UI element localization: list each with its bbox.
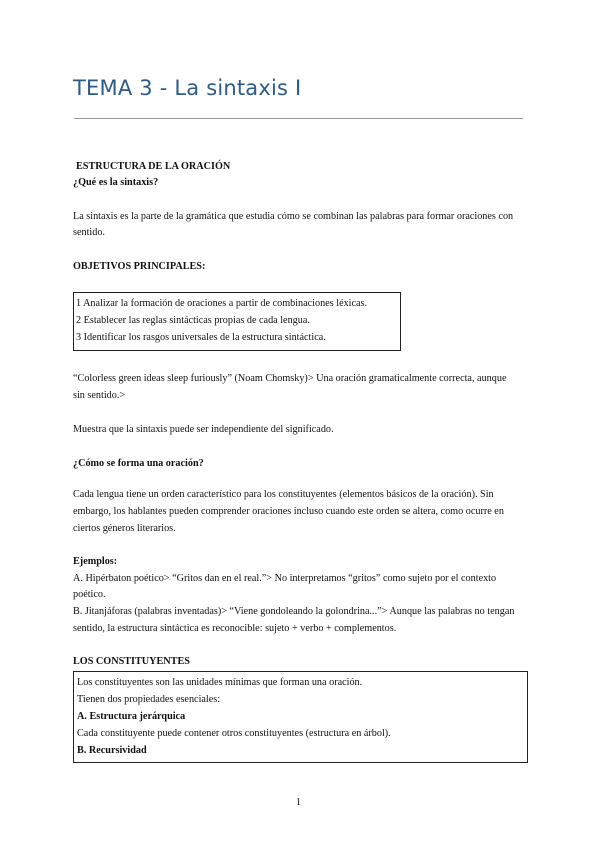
objectives-heading: OBJETIVOS PRINCIPALES: [73, 261, 206, 272]
chomsky-quote-line-1: “Colorless green ideas sleep furiously” (Noam Chomsky)> Una oración gramaticalmente correcta, aunque [73, 373, 507, 384]
example-b-line-1: B. Jitanjáforas (palabras inventadas)> “Viene gondoleando la golondrina...”> Aunque las palabras no tengan [73, 606, 515, 617]
objective-item-2: 2 Establecer las reglas sintácticas propias de cada lengua. [76, 315, 310, 326]
section-heading-structure: ESTRUCTURA DE LA ORACIÓN [76, 161, 231, 172]
page-title: TEMA 3 - La sintaxis I [73, 76, 302, 100]
property-a-heading: A. Estructura jerárquica [77, 711, 186, 722]
formation-line-2: embargo, los hablantes pueden comprender oraciones incluso cuando este orden se altera, como ocurre en [73, 506, 504, 517]
example-a-line-1: A. Hipérbaton poético> “Gritos dan en el real.”> No interpretamos “gritos” como sujeto por el contexto [73, 573, 497, 584]
objective-item-3: 3 Identificar los rasgos universales de la estructura sintáctica. [76, 332, 326, 343]
constituents-line-2: Tienen dos propiedades esenciales: [77, 694, 221, 705]
definition-line-1: La sintaxis es la parte de la gramática que estudia cómo se combinan las palabras para formar oraciones con [73, 211, 514, 222]
formation-line-3: ciertos géneros literarios. [73, 523, 176, 534]
example-b-line-2: sentido, la estructura sintáctica es reconocible: sujeto + verbo + complementos. [73, 623, 397, 634]
question-what-is-syntax: ¿Qué es la sintaxis? [73, 177, 159, 188]
constituents-heading: LOS CONSTITUYENTES [73, 656, 190, 667]
examples-heading: Ejemplos: [73, 556, 118, 567]
page-number: 1 [296, 797, 301, 808]
definition-line-2: sentido. [73, 227, 105, 238]
chomsky-quote-line-2: sin sentido.> [73, 390, 126, 401]
example-a-line-2: poético. [73, 589, 106, 600]
formation-line-1: Cada lengua tiene un orden característico para los constituyentes (elementos básicos de la oración). Sin [73, 489, 494, 500]
title-divider [74, 118, 523, 119]
objective-item-1: 1 Analizar la formación de oraciones a partir de combinaciones léxicas. [76, 298, 368, 309]
property-a-text: Cada constituyente puede contener otros constituyentes (estructura en árbol). [77, 728, 391, 739]
constituents-line-1: Los constituyentes son las unidades mínimas que forman una oración. [77, 677, 363, 688]
syntax-independence-note: Muestra que la sintaxis puede ser independiente del significado. [73, 424, 334, 435]
question-how-sentence-forms: ¿Cómo se forma una oración? [73, 458, 204, 469]
property-b-heading: B. Recursividad [77, 745, 147, 756]
